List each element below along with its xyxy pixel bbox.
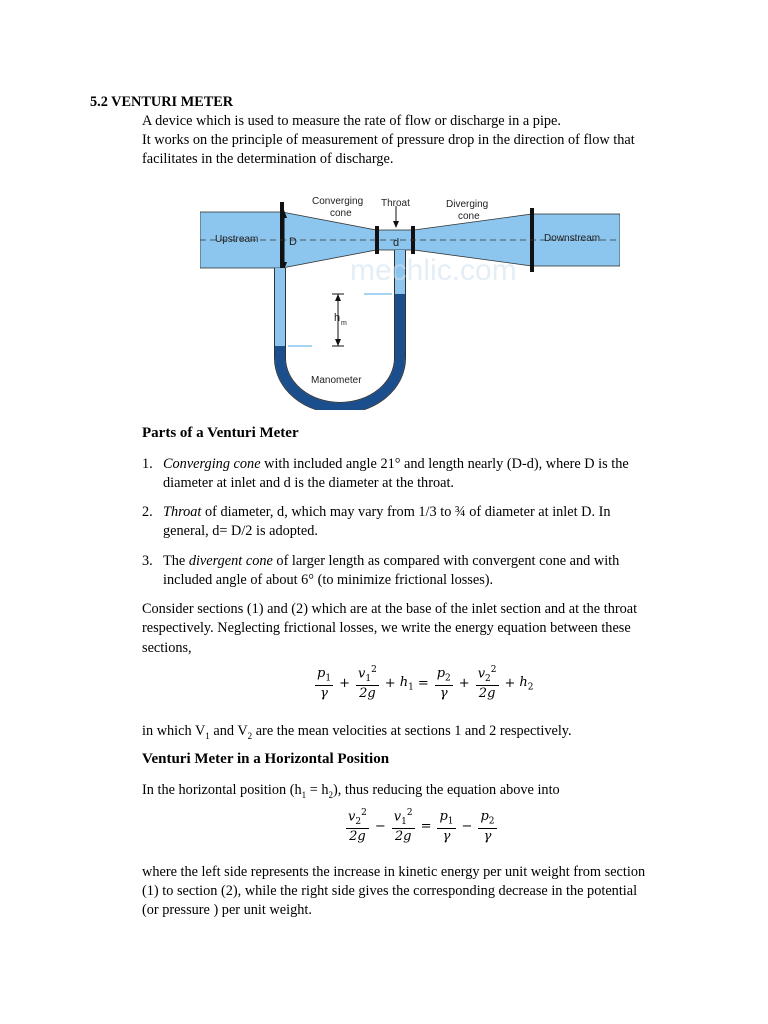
intro-line-3: facilitates in the determination of discharge. xyxy=(142,151,394,167)
label-D: D xyxy=(289,236,297,248)
label-converging-1: Converging xyxy=(312,196,364,207)
list-term: Converging cone xyxy=(163,456,261,472)
horizontal-heading: Venturi Meter in a Horizontal Position xyxy=(142,751,390,767)
conclusion-line-3: (or pressure ) per unit weight. xyxy=(142,902,312,918)
label-hm-sub: m xyxy=(341,320,347,327)
list-item-text: Throat of diameter, d, which may vary from 1/3 to ¾ of diameter at inlet D. In xyxy=(163,504,611,520)
label-upstream: Upstream xyxy=(215,234,259,245)
fraction: $\frac{v_1^2}{2g}$ xyxy=(393,808,413,845)
parts-heading: Parts of a Venturi Meter xyxy=(142,425,299,441)
venturi-meter-diagram xyxy=(200,188,620,410)
watermark: mechlic.com xyxy=(350,254,517,287)
label-throat: Throat xyxy=(381,198,410,209)
horizontal-line: In the horizontal position $(h_1 = h_2)$, thus reducing the equation above into xyxy=(142,782,560,800)
list-item-text: The divergent cone of larger length as compared with convergent cone and with xyxy=(163,553,620,569)
list-number: 1. xyxy=(142,456,153,472)
list-item-text-cont: general, d= D/2 is adopted. xyxy=(163,523,318,539)
label-d: d xyxy=(393,237,400,249)
label-hm: h xyxy=(334,312,341,324)
consider-line-1: Consider sections (1) and (2) which are at the base of the inlet section and at the throat xyxy=(142,601,638,617)
list-item-text: Converging cone with included angle 21° and length nearly (D-d), where D is the xyxy=(163,456,629,472)
fraction: $\frac{p_2}{\gamma}$ xyxy=(436,665,451,701)
list-item-text-cont: diameter at inlet and d is the diameter at the throat. xyxy=(163,475,454,491)
label-diverging-2: cone xyxy=(458,211,480,222)
consider-line-2: respectively. Neglecting frictional losses, we write the energy equation between these xyxy=(142,620,631,636)
fraction: $\frac{v_2^2}{2g}$ xyxy=(477,665,497,702)
fraction: $\frac{p_2}{\gamma}$ xyxy=(480,808,495,844)
fraction: $\frac{v_2^2}{2g}$ xyxy=(348,808,367,845)
energy-equation: $\frac{p_1}{\gamma}$ + $\frac{v_1^2}{2g}$ + $h_1$ = $\frac{p_2}{\gamma}$ + $\frac{v_2^2}{2g}$ + $h_2$ xyxy=(317,665,534,702)
list-term: divergent cone xyxy=(188,553,273,569)
label-diverging-1: Diverging xyxy=(446,199,489,210)
reduced-equation: $\frac{v_2^2}{2g}$ − $\frac{v_1^2}{2g}$ = $\frac{p_1}{\gamma}$ − $\frac{p_2}{\gamma}$ xyxy=(348,808,495,845)
consider-line-3: sections, xyxy=(142,640,192,656)
list-number: 3. xyxy=(142,553,153,569)
conclusion-line-2: (1) to section (2), while the right side gives the corresponding decrease in the potential xyxy=(142,883,638,899)
list-item xyxy=(142,553,153,570)
list-item-text-cont: included angle of about 6° (to minimize frictional losses). xyxy=(163,572,494,588)
fraction: $\frac{v_1^2}{2g}$ xyxy=(357,665,377,702)
label-downstream: Downstream xyxy=(544,233,601,244)
fraction: $\frac{p_1}{\gamma}$ xyxy=(317,665,332,701)
intro-line-1: A device which is used to measure the rate of flow or discharge in a pipe. xyxy=(142,113,561,129)
section-title: 5.2 VENTURI METER xyxy=(90,94,234,110)
label-converging-2: cone xyxy=(330,208,352,219)
list-item xyxy=(142,456,153,473)
list-number: 2. xyxy=(142,504,153,520)
list-term: Throat xyxy=(163,504,202,520)
intro-line-2: It works on the principle of measurement of pressure drop in the direction of flow that xyxy=(142,132,635,148)
fraction: $\frac{p_1}{\gamma}$ xyxy=(439,808,454,844)
list-item xyxy=(142,504,153,521)
label-manometer: Manometer xyxy=(311,375,362,386)
velocities-line: in which $V_1$ and $V_2$ are the mean velocities at sections 1 and 2 respectively. xyxy=(142,723,572,741)
conclusion-line-1: where the left side represents the increase in kinetic energy per unit weight from section xyxy=(142,864,646,880)
